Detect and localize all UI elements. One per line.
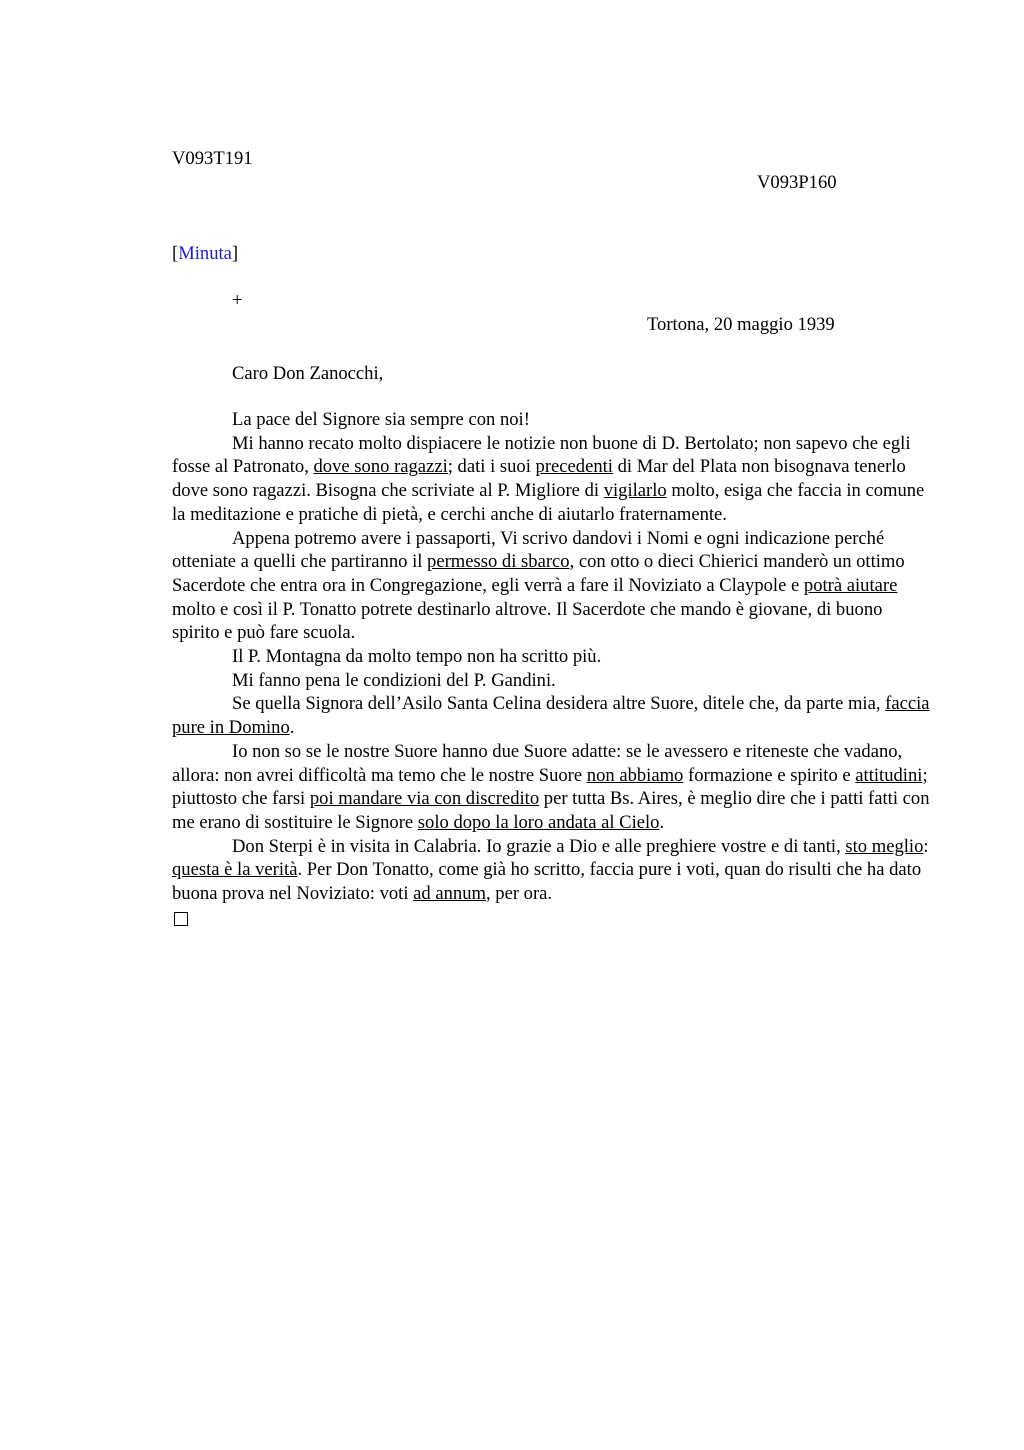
end-square-icon [174,912,188,926]
paragraph-5 [172,669,932,693]
minuta-open-bracket: [ [172,243,179,264]
underlined-text: vigilarlo [603,480,667,502]
paragraph-1 [172,408,932,432]
cross-mark: + [232,290,243,311]
underlined-text: sto meglio [845,835,924,857]
salutation: Caro Don Zanocchi, [232,363,384,384]
underlined-text: solo dopo la loro andata al Cielo [417,811,660,833]
underlined-text: potrà aiutare [803,574,898,596]
underlined-text: non abbiamo [586,764,684,786]
text-run: Io non so se le nostre Suore hanno due Suore adatte: se le avessero e riteneste che vadano, allora: non avrei difficoltà ma temo che le nostre Suore [172,740,903,786]
text-run: , con otto o dieci Chierici manderò un ottimo Sacerdote che entra ora in Congregazione, egli verrà a fare il Noviziato a Claypole e [172,551,905,596]
paragraph-8 [172,835,932,906]
text-run: . [289,717,295,739]
page-id: V093P160 [757,172,837,193]
letter-body [172,408,932,926]
document-id: V093T191 [172,148,253,169]
text-run: di Mar del Plata non bisognava tenerlo dove sono ragazzi. Bisogna che scriviate al P. Migliore di [172,456,906,502]
text-run: Don Sterpi è in visita in Calabria. Io grazie a Dio e alle preghiere vostre e di tanti, [232,835,846,857]
underlined-text: attitudini [855,764,923,786]
text-run: Mi fanno pena le condizioni del P. Gandini. [232,669,556,691]
underlined-text: faccia pure in Domino [172,693,930,739]
text-run: molto, esiga che faccia in comune la meditazione e pratiche di pietà, e cerchi anche di aiutarlo fraternamente. [172,480,925,525]
text-run: . Per Don Tonatto, come già ho scritto, faccia pure i voti, quan do risulti che ha dato buona prova nel Noviziato: voti [172,859,922,905]
paragraph-6 [172,692,932,739]
paragraph-4 [172,645,932,669]
underlined-text: poi mandare via con discredito [309,788,540,810]
text-run: : [923,835,929,857]
text-run: Appena potremo avere i passaporti, Vi scrivo dandovi i Nomi e ogni indicazione perché otteniate a quelli che partiranno il [172,527,885,573]
text-run: molto e così il P. Tonatto potrete destinarlo altrove. Il Sacerdote che mando è giovane, di buono spirito e può fare scuola. [172,598,883,644]
minuta-close-bracket: ] [231,243,239,264]
underlined-text: dove sono ragazzi [313,456,448,478]
text-run: formazione e spirito e [683,764,856,786]
text-run: , per ora. [485,883,553,905]
underlined-text: precedenti [535,456,613,478]
underlined-text: permesso di sbarco [427,551,570,573]
underlined-text: ad annum [413,883,486,905]
text-run: . [659,811,665,833]
place-date: Tortona, 20 maggio 1939 [647,314,835,335]
minuta-link[interactable]: Minuta [178,243,232,264]
underlined-text: questa è la verità [172,859,298,881]
text-run: per tutta Bs. Aires, è meglio dire che i patti fatti con me erano di sostituire le Signore [172,788,930,833]
text-run: Il P. Montagna da molto tempo non ha scritto più. [232,646,602,668]
paragraph-3 [172,527,932,646]
paragraph-2 [172,432,932,527]
text-run: Mi hanno recato molto dispiacere le notizie non buone di D. Bertolato; non sapevo che egli fosse al Patronato, [172,432,911,478]
text-run: ; piuttosto che farsi [172,764,928,810]
text-run: La pace del Signore sia sempre con noi! [232,409,530,430]
paragraph-7 [172,740,932,835]
text-run: Se quella Signora dell’Asilo Santa Celina desidera altre Suore, ditele che, da parte mia, [232,693,886,715]
minuta-label [172,245,238,264]
text-run: ; dati i suoi [447,456,536,478]
